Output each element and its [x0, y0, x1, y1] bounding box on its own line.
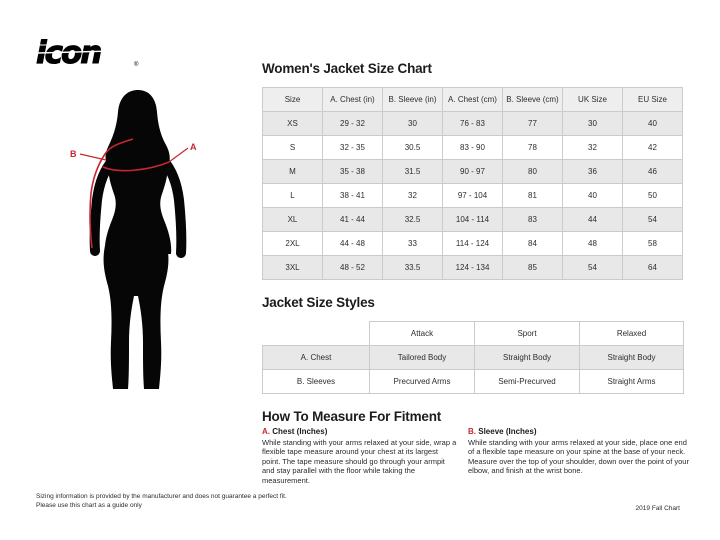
cell-chest-cm: 104 - 114	[443, 208, 503, 232]
sleeve-label-b: B	[70, 149, 77, 159]
table-row-xs	[263, 112, 683, 136]
cell-sleeve-in: 30.5	[383, 136, 443, 160]
cell-chest-in: 48 - 52	[323, 256, 383, 280]
cell-sleeve-cm: 80	[503, 160, 563, 184]
cell-eu-size: 54	[623, 208, 683, 232]
styles-header-row	[263, 322, 684, 346]
chest-instructions-text: While standing with your arms relaxed at your side, wrap a flexible tape measure around your chest at its largest point. The tape measure should go through your armpit and stay parallel with the floor while taking the measurement.	[262, 437, 457, 485]
cell-size: 2XL	[263, 232, 323, 256]
cell-size: 3XL	[263, 256, 323, 280]
cell-chest-in: 35 - 38	[323, 160, 383, 184]
style-header-attack: Attack	[370, 322, 475, 346]
col-header-chest-in: A. Chest (in)	[323, 88, 383, 112]
cell-sleeve-cm: 85	[503, 256, 563, 280]
chest-label-a: A	[190, 142, 197, 152]
cell-eu-size: 42	[623, 136, 683, 160]
cell-chest-in: 41 - 44	[323, 208, 383, 232]
cell-chest-in: 32 - 35	[323, 136, 383, 160]
col-header-uk-size: UK Size	[563, 88, 623, 112]
sleeve-instructions-label	[468, 427, 694, 437]
cell-size: S	[263, 136, 323, 160]
sleeve-instructions	[468, 427, 694, 486]
sizing-disclaimer	[36, 492, 287, 510]
cell-chest-in: 38 - 41	[323, 184, 383, 208]
cell-sleeve-cm: 78	[503, 136, 563, 160]
label-b-leader-line	[80, 154, 106, 160]
styles-blank-cell	[263, 322, 370, 346]
col-header-sleeve-in: B. Sleeve (in)	[383, 88, 443, 112]
cell-size: XL	[263, 208, 323, 232]
cell-eu-size: 58	[623, 232, 683, 256]
table-row-s	[263, 136, 683, 160]
sleeve-instructions-text: While standing with your arms relaxed at your side, place one end of a flexible tape measure on your spine at the base of your neck. Measure over the top of your shoulder, down over the point of your elbow, and finish at the wrist bone.	[468, 437, 689, 476]
fitment-instructions	[262, 427, 694, 486]
size-chart-table	[262, 87, 683, 280]
table-row-3xl	[263, 256, 683, 280]
cell-uk-size: 30	[563, 112, 623, 136]
table-row-2xl	[263, 232, 683, 256]
table-row-m	[263, 160, 683, 184]
cell-chest-cm: 90 - 97	[443, 160, 503, 184]
cell-sleeve-cm: 84	[503, 232, 563, 256]
cell-size: L	[263, 184, 323, 208]
fitment-title: How To Measure For Fitment	[262, 409, 442, 424]
silhouette-legs	[104, 246, 169, 389]
styles-row-sleeves	[263, 370, 684, 394]
cell-eu-size: 46	[623, 160, 683, 184]
sleeve-label-text: Sleeve (Inches)	[478, 427, 537, 436]
cell-eu-size: 50	[623, 184, 683, 208]
disclaimer-line-1: Sizing information is provided by the manufacturer and does not guarantee a perfect fit.	[36, 493, 287, 500]
cell-uk-size: 40	[563, 184, 623, 208]
style-cell: Straight Body	[580, 346, 684, 370]
col-header-size: Size	[263, 88, 323, 112]
cell-eu-size: 64	[623, 256, 683, 280]
table-row-xl	[263, 208, 683, 232]
cell-chest-in: 44 - 48	[323, 232, 383, 256]
chest-instructions	[262, 427, 457, 486]
size-styles-table	[262, 321, 684, 394]
cell-sleeve-cm: 83	[503, 208, 563, 232]
cell-chest-cm: 97 - 104	[443, 184, 503, 208]
col-header-sleeve-cm: B. Sleeve (cm)	[503, 88, 563, 112]
sleeve-label-prefix: B.	[468, 427, 476, 436]
female-silhouette-graphic	[60, 88, 220, 394]
style-cell: Precurved Arms	[370, 370, 475, 394]
cell-chest-cm: 114 - 124	[443, 232, 503, 256]
icon-brand-logo	[34, 35, 150, 71]
cell-chest-cm: 76 - 83	[443, 112, 503, 136]
cell-chest-in: 29 - 32	[323, 112, 383, 136]
cell-uk-size: 36	[563, 160, 623, 184]
chart-version: 2019 Fall Chart	[635, 505, 680, 512]
cell-sleeve-in: 32	[383, 184, 443, 208]
cell-chest-cm: 83 - 90	[443, 136, 503, 160]
cell-uk-size: 44	[563, 208, 623, 232]
style-header-relaxed: Relaxed	[580, 322, 684, 346]
style-row-label: B. Sleeves	[263, 370, 370, 394]
cell-sleeve-in: 32.5	[383, 208, 443, 232]
cell-sleeve-in: 33	[383, 232, 443, 256]
cell-sleeve-cm: 81	[503, 184, 563, 208]
icon-logo-text: icon	[36, 35, 101, 71]
cell-sleeve-cm: 77	[503, 112, 563, 136]
size-styles-title: Jacket Size Styles	[262, 295, 375, 310]
col-header-eu-size: EU Size	[623, 88, 683, 112]
registered-mark: ®	[134, 62, 139, 68]
chest-instructions-label	[262, 427, 457, 437]
size-chart-title: Women's Jacket Size Chart	[262, 61, 432, 76]
style-header-sport: Sport	[475, 322, 580, 346]
cell-sleeve-in: 31.5	[383, 160, 443, 184]
table-row-l	[263, 184, 683, 208]
measurement-figure	[60, 88, 220, 394]
style-cell: Straight Body	[475, 346, 580, 370]
styles-row-chest	[263, 346, 684, 370]
cell-uk-size: 54	[563, 256, 623, 280]
cell-size: M	[263, 160, 323, 184]
chest-label-text: Chest (Inches)	[272, 427, 328, 436]
style-cell: Semi-Precurved	[475, 370, 580, 394]
col-header-chest-cm: A. Chest (cm)	[443, 88, 503, 112]
style-cell: Straight Arms	[580, 370, 684, 394]
size-chart-header-row	[263, 88, 683, 112]
cell-sleeve-in: 30	[383, 112, 443, 136]
cell-uk-size: 32	[563, 136, 623, 160]
disclaimer-line-2: Please use this chart as a guide only	[36, 502, 142, 509]
cell-sleeve-in: 33.5	[383, 256, 443, 280]
icon-logo-graphic	[34, 35, 150, 71]
style-cell: Tailored Body	[370, 346, 475, 370]
cell-eu-size: 40	[623, 112, 683, 136]
chest-label-prefix: A.	[262, 427, 270, 436]
style-row-label: A. Chest	[263, 346, 370, 370]
cell-chest-cm: 124 - 134	[443, 256, 503, 280]
cell-uk-size: 48	[563, 232, 623, 256]
label-a-leader-line	[169, 148, 188, 162]
cell-size: XS	[263, 112, 323, 136]
